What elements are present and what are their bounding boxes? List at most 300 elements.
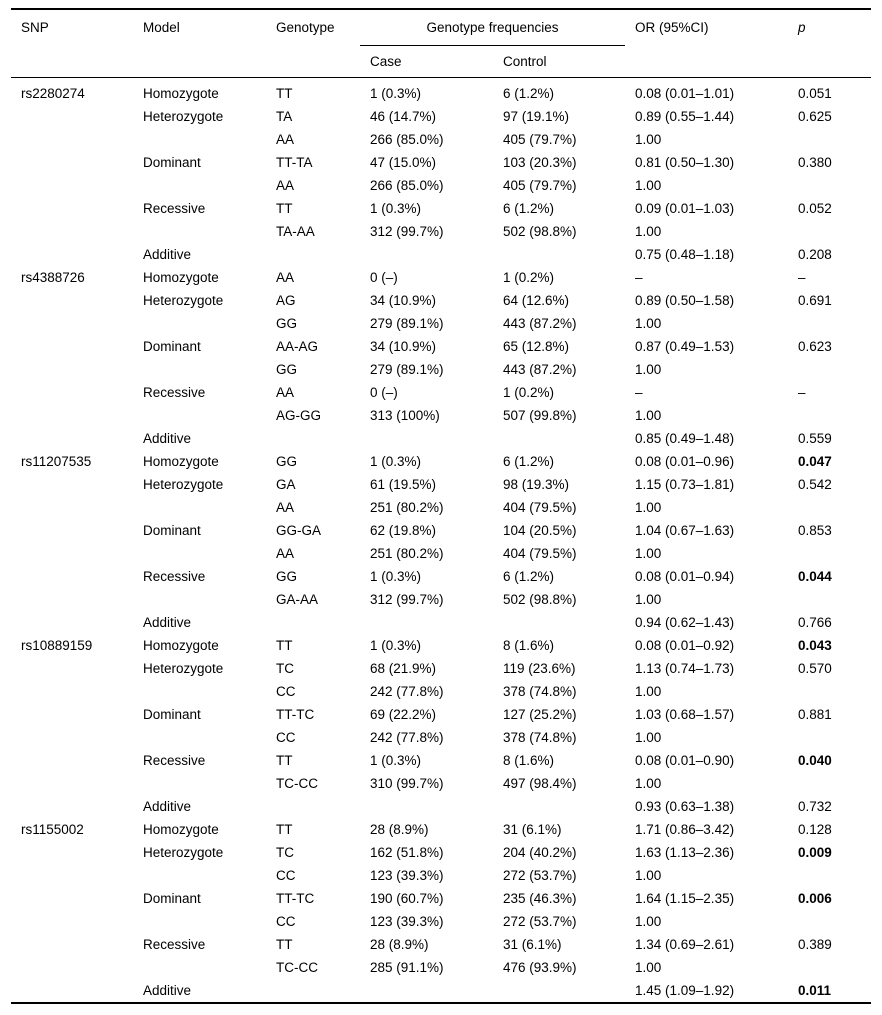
cell-or: 1.00 [635, 177, 662, 193]
cell-or: 0.08 (0.01–0.94) [635, 568, 735, 584]
cell-genotype [266, 979, 360, 1003]
cell-snp [11, 841, 133, 864]
cell-control: 65 (12.8%) [503, 338, 570, 354]
table-row [11, 979, 871, 1003]
col-header-genotype: Genotype [266, 9, 360, 77]
cell-p: 0.881 [798, 706, 832, 722]
cell-model [133, 588, 266, 611]
table-row [11, 312, 871, 335]
cell-genotype: AG-GG [276, 407, 322, 423]
cell-p: 0.051 [798, 85, 832, 101]
cell-snp: rs2280274 [21, 85, 85, 101]
cell-p [788, 220, 871, 243]
cell-model: Additive [143, 246, 192, 262]
cell-control: 507 (99.8%) [503, 407, 577, 423]
cell-p: 0.853 [798, 522, 832, 538]
cell-p: 0.011 [798, 982, 832, 998]
cell-control: 6 (1.2%) [503, 568, 555, 584]
cell-model [133, 680, 266, 703]
cell-model: Dominant [143, 706, 201, 722]
cell-model: Heterozygote [143, 844, 224, 860]
cell-p [788, 910, 871, 933]
cell-genotype: TT [276, 752, 293, 768]
cell-case: 0 (–) [370, 269, 398, 285]
cell-or: 1.04 (0.67–1.63) [635, 522, 735, 538]
cell-control: 235 (46.3%) [503, 890, 577, 906]
cell-genotype: TT [276, 200, 293, 216]
cell-control: 8 (1.6%) [503, 637, 555, 653]
cell-case: 34 (10.9%) [370, 338, 437, 354]
snp-association-table [11, 8, 871, 1004]
cell-case: 279 (89.1%) [370, 315, 444, 331]
cell-genotype: CC [276, 729, 296, 745]
table-row [11, 427, 871, 450]
cell-genotype: TT [276, 936, 293, 952]
cell-case: 61 (19.5%) [370, 476, 437, 492]
cell-control: 272 (53.7%) [503, 913, 577, 929]
cell-model: Homozygote [143, 269, 219, 285]
cell-control: 502 (98.8%) [503, 223, 577, 239]
cell-control: 404 (79.5%) [503, 545, 577, 561]
table-row [11, 864, 871, 887]
cell-genotype: TC [276, 844, 294, 860]
cell-or: 1.00 [635, 545, 662, 561]
cell-control: 31 (6.1%) [503, 936, 562, 952]
cell-model [133, 312, 266, 335]
cell-case: 28 (8.9%) [370, 821, 429, 837]
cell-model [133, 174, 266, 197]
cell-or: 1.00 [635, 683, 662, 699]
cell-control: 6 (1.2%) [503, 453, 555, 469]
cell-p: 0.128 [798, 821, 832, 837]
cell-or: 1.00 [635, 361, 662, 377]
cell-p: 0.043 [798, 637, 832, 653]
cell-case: 242 (77.8%) [370, 729, 444, 745]
cell-case [360, 243, 493, 266]
cell-case: 266 (85.0%) [370, 131, 444, 147]
cell-model [133, 128, 266, 151]
cell-snp [11, 956, 133, 979]
cell-case: 251 (80.2%) [370, 545, 444, 561]
cell-or: 0.08 (0.01–0.90) [635, 752, 735, 768]
col-header-p: p [788, 9, 871, 77]
cell-or: 1.00 [635, 913, 662, 929]
cell-or: 0.93 (0.63–1.38) [635, 798, 735, 814]
cell-p: – [798, 269, 806, 285]
cell-p [788, 128, 871, 151]
cell-snp [11, 933, 133, 956]
cell-case: 0 (–) [370, 384, 398, 400]
cell-p: 0.570 [798, 660, 832, 676]
table-row [11, 220, 871, 243]
cell-model [133, 404, 266, 427]
cell-snp: rs10889159 [21, 637, 93, 653]
cell-control: 378 (74.8%) [503, 683, 577, 699]
cell-control [493, 795, 625, 818]
cell-control: 404 (79.5%) [503, 499, 577, 515]
cell-control: 204 (40.2%) [503, 844, 577, 860]
cell-model: Heterozygote [143, 108, 224, 124]
cell-or: 1.45 (1.09–1.92) [635, 982, 735, 998]
table-row [11, 680, 871, 703]
cell-p [788, 956, 871, 979]
cell-control [493, 611, 625, 634]
cell-snp [11, 519, 133, 542]
cell-p: 0.006 [798, 890, 832, 906]
cell-or: 0.85 (0.49–1.48) [635, 430, 735, 446]
table-row [11, 128, 871, 151]
cell-model: Recessive [143, 568, 206, 584]
cell-genotype: GG [276, 568, 298, 584]
col-header-snp: SNP [11, 9, 133, 77]
col-header-model: Model [133, 9, 266, 77]
table-row [11, 266, 871, 289]
cell-snp [11, 381, 133, 404]
cell-control: 378 (74.8%) [503, 729, 577, 745]
cell-snp [11, 611, 133, 634]
cell-snp [11, 588, 133, 611]
cell-case: 312 (99.7%) [370, 591, 444, 607]
cell-case: 266 (85.0%) [370, 177, 444, 193]
cell-p: 0.625 [798, 108, 832, 124]
cell-p: 0.623 [798, 338, 832, 354]
cell-control: 31 (6.1%) [503, 821, 562, 837]
cell-snp [11, 105, 133, 128]
cell-snp [11, 496, 133, 519]
cell-case: 34 (10.9%) [370, 292, 437, 308]
table-row [11, 404, 871, 427]
cell-genotype: GG-GA [276, 522, 322, 538]
cell-model [133, 358, 266, 381]
cell-snp [11, 312, 133, 335]
cell-snp: rs11207535 [21, 453, 92, 469]
cell-p [788, 588, 871, 611]
cell-control: 1 (0.2%) [503, 269, 555, 285]
cell-snp [11, 220, 133, 243]
cell-p: – [798, 384, 806, 400]
cell-model: Dominant [143, 890, 201, 906]
cell-case: 123 (39.3%) [370, 867, 444, 883]
cell-case: 190 (60.7%) [370, 890, 444, 906]
cell-model [133, 910, 266, 933]
cell-p: 0.208 [798, 246, 832, 262]
table-row [11, 105, 871, 128]
cell-genotype: CC [276, 867, 296, 883]
cell-case [360, 979, 493, 1003]
cell-or: 1.34 (0.69–2.61) [635, 936, 735, 952]
cell-or: 0.09 (0.01–1.03) [635, 200, 735, 216]
cell-control: 405 (79.7%) [503, 177, 577, 193]
cell-model: Recessive [143, 752, 206, 768]
cell-or: – [635, 384, 643, 400]
table-row [11, 335, 871, 358]
cell-p: 0.009 [798, 844, 832, 860]
cell-p [788, 174, 871, 197]
cell-control: 1 (0.2%) [503, 384, 555, 400]
cell-case: 69 (22.2%) [370, 706, 437, 722]
cell-case: 1 (0.3%) [370, 752, 422, 768]
table-row [11, 496, 871, 519]
cell-or: 1.00 [635, 499, 662, 515]
table-row [11, 588, 871, 611]
cell-snp [11, 749, 133, 772]
cell-genotype: GG [276, 361, 298, 377]
cell-or: 1.03 (0.68–1.57) [635, 706, 735, 722]
cell-or: 1.00 [635, 315, 662, 331]
cell-genotype: GA-AA [276, 591, 319, 607]
cell-genotype: AA [276, 131, 295, 147]
cell-model: Recessive [143, 936, 206, 952]
cell-genotype [266, 611, 360, 634]
cell-or: 1.00 [635, 775, 662, 791]
cell-or: 0.08 (0.01–0.92) [635, 637, 735, 653]
cell-snp [11, 542, 133, 565]
cell-snp: rs4388726 [21, 269, 85, 285]
cell-model: Recessive [143, 384, 206, 400]
cell-control [493, 427, 625, 450]
cell-or: 0.08 (0.01–1.01) [635, 85, 735, 101]
cell-case: 68 (21.9%) [370, 660, 437, 676]
cell-genotype: AA [276, 269, 295, 285]
cell-p: 0.766 [798, 614, 832, 630]
cell-control: 272 (53.7%) [503, 867, 577, 883]
cell-or: 0.89 (0.50–1.58) [635, 292, 735, 308]
cell-snp [11, 979, 133, 1003]
cell-snp [11, 864, 133, 887]
cell-genotype: TT [276, 821, 293, 837]
cell-p [788, 404, 871, 427]
cell-or: 1.00 [635, 591, 662, 607]
cell-case: 62 (19.8%) [370, 522, 437, 538]
table-row [11, 450, 871, 473]
cell-model: Dominant [143, 522, 201, 538]
cell-p [788, 496, 871, 519]
cell-case: 162 (51.8%) [370, 844, 444, 860]
cell-snp [11, 772, 133, 795]
cell-control: 119 (23.6%) [503, 660, 576, 676]
cell-snp [11, 565, 133, 588]
cell-case: 1 (0.3%) [370, 568, 422, 584]
cell-control [493, 979, 625, 1003]
cell-genotype: GA [276, 476, 296, 492]
cell-case: 310 (99.7%) [370, 775, 444, 791]
cell-case: 1 (0.3%) [370, 453, 422, 469]
table-row [11, 749, 871, 772]
cell-p [788, 542, 871, 565]
cell-genotype: AA-AG [276, 338, 319, 354]
cell-genotype: TC-CC [276, 775, 318, 791]
cell-control [493, 243, 625, 266]
cell-or: 0.75 (0.48–1.18) [635, 246, 735, 262]
cell-or: 1.00 [635, 131, 662, 147]
cell-snp [11, 151, 133, 174]
cell-case [360, 611, 493, 634]
cell-p [788, 772, 871, 795]
cell-p: 0.691 [798, 292, 832, 308]
cell-model: Additive [143, 614, 192, 630]
cell-case: 1 (0.3%) [370, 637, 422, 653]
table-row [11, 795, 871, 818]
table-body [11, 77, 871, 1003]
cell-snp [11, 197, 133, 220]
table-row [11, 519, 871, 542]
cell-control: 497 (98.4%) [503, 775, 577, 791]
cell-or: 0.89 (0.55–1.44) [635, 108, 735, 124]
cell-snp [11, 795, 133, 818]
cell-case: 46 (14.7%) [370, 108, 437, 124]
table-row [11, 703, 871, 726]
cell-model [133, 542, 266, 565]
cell-or: 1.00 [635, 959, 662, 975]
cell-or: 1.00 [635, 407, 662, 423]
col-header-genotype-frequencies: Genotype frequencies [360, 9, 625, 45]
cell-genotype: CC [276, 913, 296, 929]
col-header-control: Control [493, 45, 625, 77]
cell-p: 0.052 [798, 200, 832, 216]
cell-control: 502 (98.8%) [503, 591, 577, 607]
col-header-case: Case [360, 45, 493, 77]
table-row [11, 726, 871, 749]
cell-model: Additive [143, 982, 192, 998]
cell-p: 0.047 [798, 453, 832, 469]
cell-p [788, 726, 871, 749]
cell-snp [11, 174, 133, 197]
cell-case: 242 (77.8%) [370, 683, 444, 699]
cell-snp [11, 335, 133, 358]
cell-control: 443 (87.2%) [503, 315, 577, 331]
cell-case [360, 795, 493, 818]
cell-snp [11, 726, 133, 749]
cell-genotype: TT [276, 637, 293, 653]
cell-control: 443 (87.2%) [503, 361, 577, 377]
cell-model: Homozygote [143, 637, 219, 653]
cell-snp [11, 358, 133, 381]
cell-genotype: TT-TA [276, 154, 313, 170]
table-row [11, 910, 871, 933]
cell-snp [11, 404, 133, 427]
cell-genotype: AG [276, 292, 296, 308]
cell-or: 1.71 (0.86–3.42) [635, 821, 735, 837]
cell-snp [11, 657, 133, 680]
cell-genotype: TT-TC [276, 890, 315, 906]
cell-p: 0.040 [798, 752, 832, 768]
table-row [11, 611, 871, 634]
cell-or: 1.13 (0.74–1.73) [635, 660, 735, 676]
cell-model: Recessive [143, 200, 206, 216]
cell-or: 1.00 [635, 867, 662, 883]
cell-control: 98 (19.3%) [503, 476, 570, 492]
cell-control: 97 (19.1%) [503, 108, 570, 124]
cell-model [133, 496, 266, 519]
cell-or: 1.00 [635, 223, 662, 239]
cell-genotype: GG [276, 453, 298, 469]
cell-genotype: AA [276, 545, 295, 561]
cell-case: 285 (91.1%) [370, 959, 444, 975]
cell-control: 104 (20.5%) [503, 522, 577, 538]
cell-model: Dominant [143, 154, 201, 170]
cell-model: Homozygote [143, 453, 219, 469]
cell-genotype: AA [276, 177, 295, 193]
table-row [11, 473, 871, 496]
cell-model: Heterozygote [143, 660, 224, 676]
table-row [11, 772, 871, 795]
table-row [11, 243, 871, 266]
table-row [11, 818, 871, 841]
cell-p [788, 680, 871, 703]
cell-genotype [266, 243, 360, 266]
cell-case: 313 (100%) [370, 407, 440, 423]
cell-control: 6 (1.2%) [503, 200, 555, 216]
cell-control: 127 (25.2%) [503, 706, 577, 722]
cell-snp [11, 128, 133, 151]
cell-control: 476 (93.9%) [503, 959, 577, 975]
table-row [11, 77, 871, 105]
table-row [11, 657, 871, 680]
cell-control: 8 (1.6%) [503, 752, 555, 768]
cell-snp [11, 427, 133, 450]
cell-or: 1.63 (1.13–2.36) [635, 844, 735, 860]
cell-model [133, 864, 266, 887]
table-row [11, 381, 871, 404]
cell-or: 1.64 (1.15–2.35) [635, 890, 735, 906]
cell-control: 405 (79.7%) [503, 131, 577, 147]
cell-case: 279 (89.1%) [370, 361, 444, 377]
cell-snp [11, 703, 133, 726]
cell-genotype: AA [276, 499, 295, 515]
table-row [11, 841, 871, 864]
cell-model [133, 220, 266, 243]
table-header [11, 9, 871, 77]
table-row [11, 174, 871, 197]
cell-case [360, 427, 493, 450]
cell-model: Additive [143, 798, 192, 814]
cell-model [133, 956, 266, 979]
cell-or: – [635, 269, 643, 285]
cell-model: Dominant [143, 338, 201, 354]
cell-or: 0.81 (0.50–1.30) [635, 154, 735, 170]
cell-case: 312 (99.7%) [370, 223, 444, 239]
table-row [11, 197, 871, 220]
cell-p [788, 312, 871, 335]
cell-genotype: CC [276, 683, 296, 699]
table-row [11, 887, 871, 910]
cell-model: Additive [143, 430, 192, 446]
cell-p: 0.559 [798, 430, 832, 446]
cell-p [788, 358, 871, 381]
col-header-or-ci: OR (95%CI) [625, 9, 788, 77]
cell-case: 47 (15.0%) [370, 154, 437, 170]
table-row [11, 565, 871, 588]
cell-model: Homozygote [143, 85, 219, 101]
cell-snp [11, 289, 133, 312]
cell-case: 1 (0.3%) [370, 85, 422, 101]
cell-snp [11, 473, 133, 496]
cell-snp [11, 680, 133, 703]
cell-snp [11, 910, 133, 933]
cell-p: 0.732 [798, 798, 832, 814]
cell-genotype: TA [276, 108, 293, 124]
cell-genotype: TC-CC [276, 959, 318, 975]
cell-genotype: TT-TC [276, 706, 315, 722]
header-row-top [11, 9, 871, 45]
cell-genotype [266, 427, 360, 450]
cell-control: 103 (20.3%) [503, 154, 577, 170]
cell-model: Heterozygote [143, 292, 224, 308]
cell-p: 0.542 [798, 476, 832, 492]
cell-case: 123 (39.3%) [370, 913, 444, 929]
cell-model: Heterozygote [143, 476, 224, 492]
cell-genotype: TA-AA [276, 223, 315, 239]
